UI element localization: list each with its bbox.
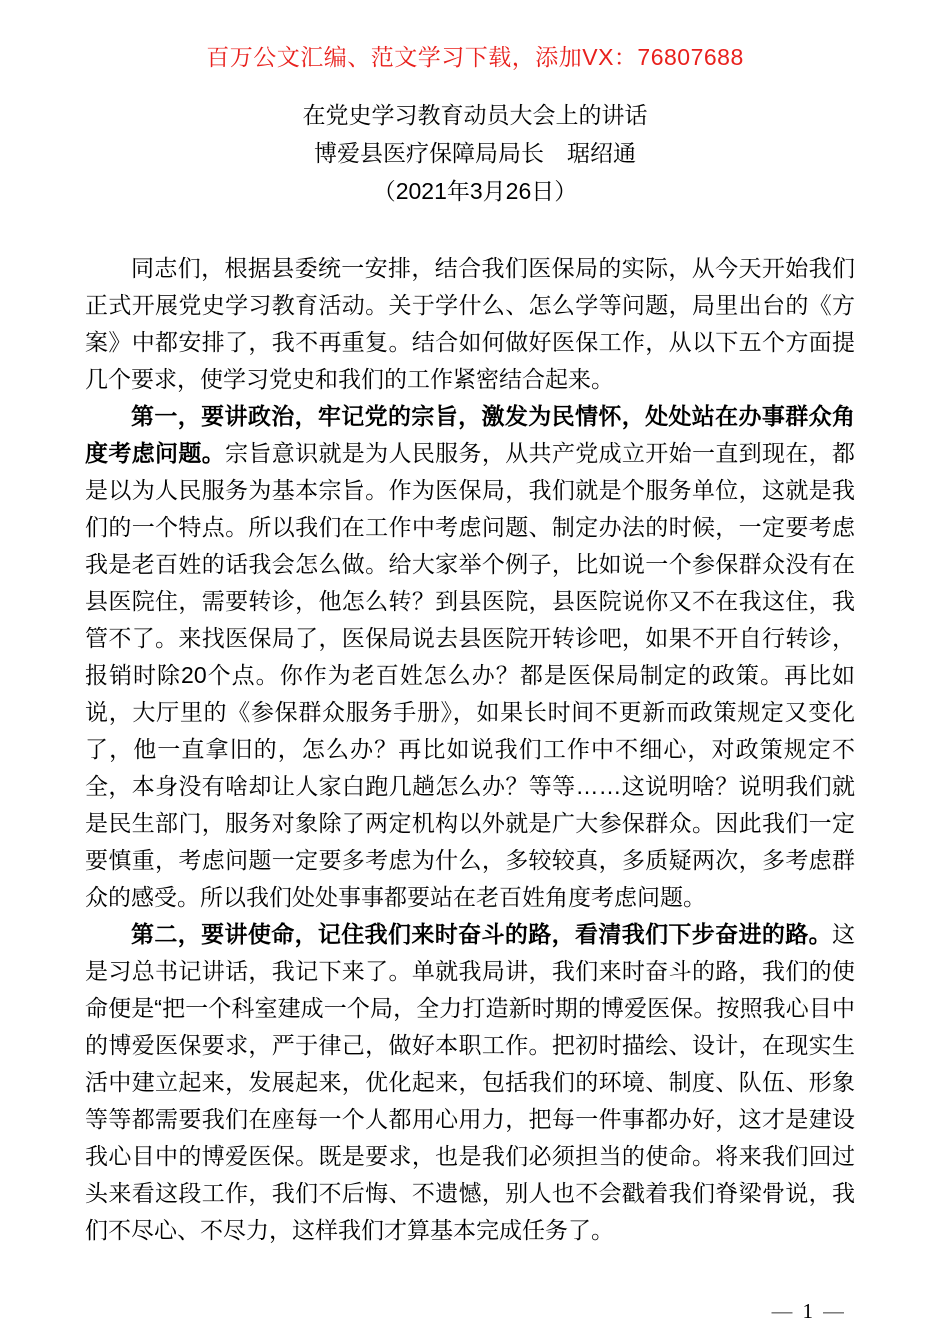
author-line: 博爱县医疗保障局局长 琚绍通 (314, 140, 636, 166)
paragraph-2-lead: 第一，要讲政治，牢记党的宗旨，激发为民情怀，处处站在办事群众角度考虑问题。 (85, 403, 855, 466)
footer-dash-right: — (823, 1300, 844, 1323)
paragraph-1-text: 同志们，根据县委统一安排，结合我们医保局的实际，从今天开始我们正式开展党史学习教育活动。关于学什么、怎么学等问题，局里出台的《方案》中都安排了，我不再重复。结合如何做好医保工作，从以下五个方面提几个要求，使学习党史和我们的工作紧密结合起来。 (85, 255, 855, 392)
date-line: （2021年3月26日） (372, 178, 578, 204)
page-number-footer (766, 1299, 851, 1324)
paragraph-3-lead: 第二，要讲使命，记住我们来时奋斗的路，看清我们下步奋进的路。 (131, 921, 832, 947)
watermark-ad-text: 百万公文汇编、范文学习下载，添加VX：76807688 (206, 44, 744, 70)
paragraph-1 (85, 250, 855, 398)
paragraph-2 (85, 398, 855, 916)
heading-block (0, 96, 950, 210)
paragraph-3-text: 这是习总书记讲话，我记下来了。单就我局讲，我们来时奋斗的路，我们的使命便是“把一个科室建成一个局，全力打造新时期的博爱医保。按照我心目中的博爱医保要求，严于律己，做好本职工作。把初时描绘、设计，在现实生活中建立起来，发展起来，优化起来，包括我们的环境、制度、队伍、形象等等都需要我们在座每一个人都用心用力，把每一件事都办好，这才是建设我心目中的博爱医保。既是要求，也是我们必须担当的使命。将来我们回过头来看这段工作，我们不后悔、不遗憾，别人也不会戳着我们脊梁骨说，我们不尽心、不尽力，这样我们才算基本完成任务了。 (85, 921, 855, 1243)
footer-page-number: 1 (802, 1299, 813, 1323)
page-title: 在党史学习教育动员大会上的讲话 (302, 102, 648, 128)
footer-dash-left: — (771, 1300, 793, 1323)
paragraph-2-text: 宗旨意识就是为人民服务，从共产党成立开始一直到现在，都是以为人民服务为基本宗旨。作为医保局，我们就是个服务单位，这就是我们的一个特点。所以我们在工作中考虑问题、制定办法的时候，一定要考虑我是老百姓的话我会怎么做。给大家举个例子，比如说一个参保群众没有在县医院住，需要转诊，他怎么转？到县医院，县医院说你又不在我这住，我管不了。来找医保局了，医保局说去县医院开转诊吧，如果不开自行转诊，报销时除20个点。你作为老百姓怎么办？都是医保局制定的政策。再比如说，大厅里的《参保群众服务手册》，如果长时间不更新而政策规定又变化了，他一直拿旧的，怎么办？再比如说我们工作中不细心，对政策规定不全，本身没有啥却让人家白跑几趟怎么办？等等……这说明啥？说明我们就是民生部门，服务对象除了两定机构以外就是广大参保群众。因此我们一定要慎重，考虑问题一定要多考虑为什么，多较较真，多质疑两次，多考虑群众的感受。所以我们处处事事都要站在老百姓角度考虑问题。 (85, 440, 855, 910)
document-body (0, 250, 950, 1249)
paragraph-3 (85, 916, 855, 1249)
